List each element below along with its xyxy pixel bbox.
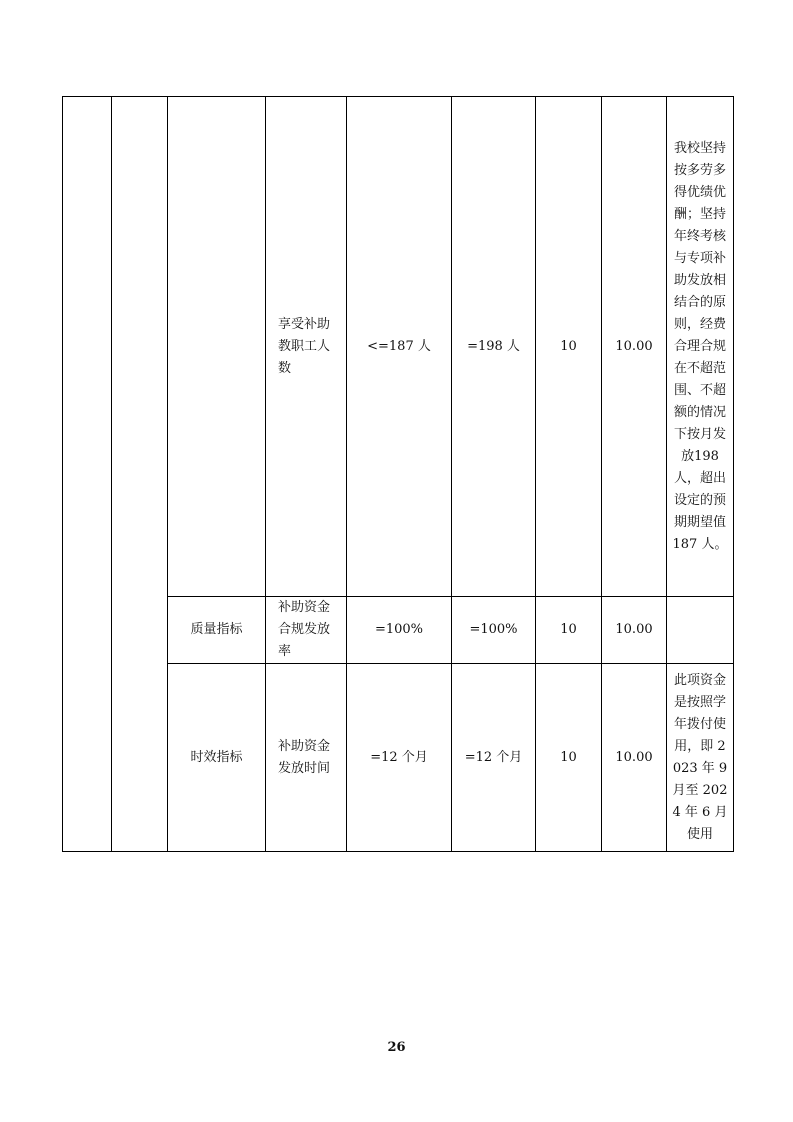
indicator-name-cell: 补助资金合规发放率 [266, 597, 347, 664]
indicator-name-cell: 享受补助教职工人数 [266, 97, 347, 597]
actual-value-cell: =198 人 [452, 97, 536, 597]
weight-cell: 10 [536, 597, 602, 664]
level3-indicator-cell: 时效指标 [168, 664, 266, 852]
weight-cell: 10 [536, 664, 602, 852]
actual-value-cell: =100% [452, 597, 536, 664]
performance-table [62, 96, 734, 852]
note-cell: 我校坚持按多劳多得优绩优酬；坚持年终考核与专项补助发放相结合的原则，经费合理合规在不超范围、不超额的情况下按月发放198 人，超出设定的预期期望值 187 人。 [667, 97, 734, 597]
level2-indicator-cell [112, 97, 168, 852]
indicator-name-cell: 补助资金发放时间 [266, 664, 347, 852]
score-cell: 10.00 [602, 664, 667, 852]
level3-indicator-cell: 质量指标 [168, 597, 266, 664]
weight-cell: 10 [536, 97, 602, 597]
note-cell: 此项资金是按照学年拨付使用，即 2023 年 9 月至 2024 年 6 月使用 [667, 664, 734, 852]
score-cell: 10.00 [602, 597, 667, 664]
page-number: 26 [387, 1040, 406, 1055]
actual-value-cell: =12 个月 [452, 664, 536, 852]
score-cell: 10.00 [602, 97, 667, 597]
table-row [63, 97, 734, 597]
note-cell [667, 597, 734, 664]
level3-indicator-cell [168, 97, 266, 597]
expected-value-cell: =100% [347, 597, 452, 664]
level1-indicator-cell [63, 97, 112, 852]
expected-value-cell: <=187 人 [347, 97, 452, 597]
expected-value-cell: =12 个月 [347, 664, 452, 852]
